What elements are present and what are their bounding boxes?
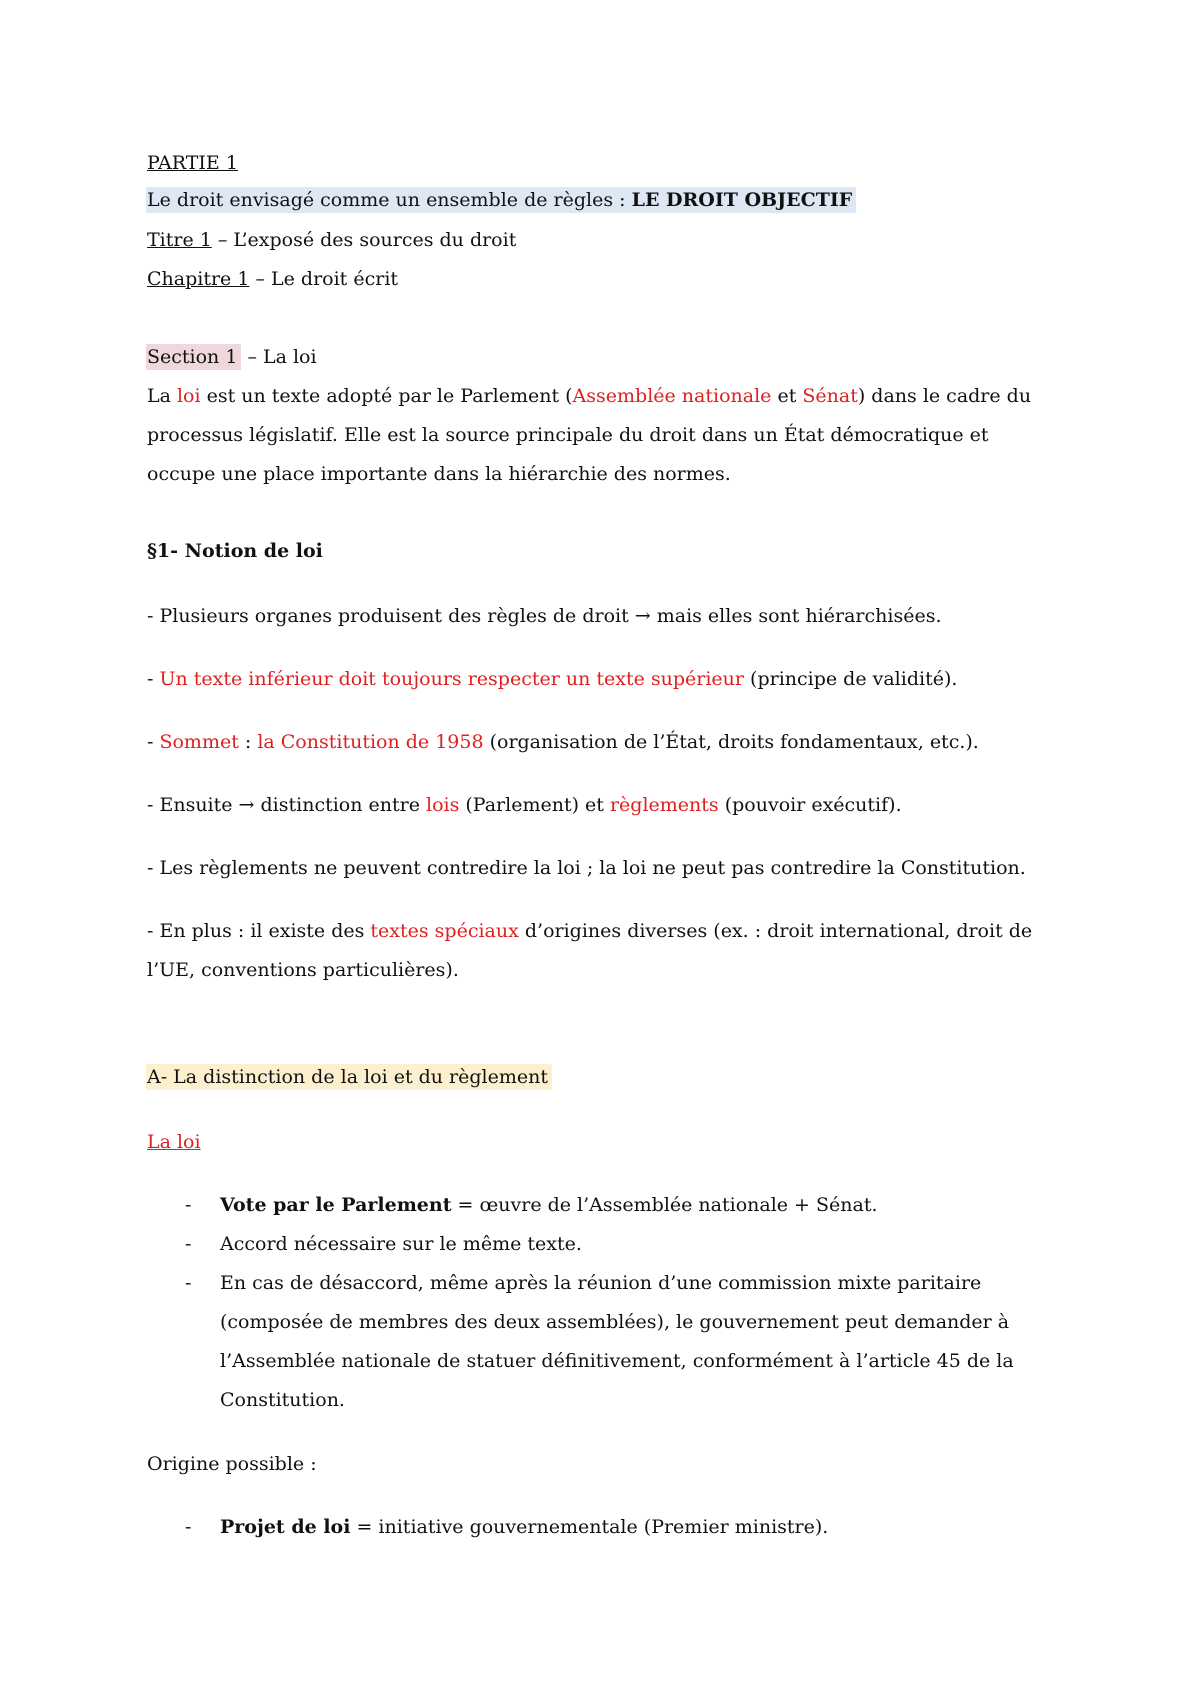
text-run: = initiative gouvernementale (Premier ministre). — [350, 1516, 829, 1538]
text-run: : — [238, 731, 258, 753]
text-run: - Ensuite → distinction entre — [147, 794, 426, 816]
red-term-lois: lois — [426, 794, 460, 816]
bullet-4 — [220, 1514, 828, 1540]
text-run: (principe de validité). — [744, 668, 958, 690]
text-run: est un texte adopté par le Parlement ( — [200, 385, 573, 407]
partie-heading: PARTIE 1 — [147, 152, 238, 174]
red-term-constitution: la Constitution de 1958 — [257, 731, 484, 753]
notion-line-2 — [147, 666, 957, 692]
chapitre-label: Chapitre 1 — [147, 268, 250, 290]
notion-line-4 — [147, 792, 902, 818]
section-line — [147, 344, 317, 370]
section-paragraph-line-2: processus législatif. Elle est la source principale du droit dans un État démocratique et — [147, 424, 989, 446]
text-run: = œuvre de l’Assemblée nationale + Sénat. — [451, 1194, 878, 1216]
subtitle-line — [147, 187, 856, 213]
section-label: Section 1 — [146, 344, 241, 370]
bullet-3-line-4: Constitution. — [220, 1389, 345, 1411]
text-run: (organisation de l’État, droits fondamentaux, etc.). — [483, 731, 979, 753]
distinction-heading-text: A- La distinction de la loi et du règlement — [146, 1064, 552, 1090]
red-term-senat: Sénat — [802, 385, 858, 407]
red-term-sommet: Sommet — [159, 731, 239, 753]
text-run: (Parlement) et — [459, 794, 610, 816]
section-text: – La loi — [241, 346, 317, 368]
subtitle-highlight — [146, 187, 856, 213]
bullet-dash: - — [185, 1233, 192, 1255]
red-term-assemblee: Assemblée nationale — [572, 385, 772, 407]
bullet-1 — [220, 1192, 878, 1218]
distinction-heading — [147, 1064, 552, 1090]
bullet-3-line-3: l’Assemblée nationale de statuer définitivement, conformément à l’article 45 de la — [220, 1350, 1014, 1372]
bullet-dash: - — [185, 1194, 192, 1216]
bold-term-projet: Projet de loi — [220, 1516, 351, 1538]
subtitle-text: Le droit envisagé comme un ensemble de règles : — [147, 189, 632, 211]
bullet-dash: - — [185, 1516, 192, 1538]
bullet-3-line-2: (composée de membres des deux assemblées), le gouvernement peut demander à — [220, 1311, 1010, 1333]
subtitle-bold: LE DROIT OBJECTIF — [631, 189, 853, 211]
section-paragraph-line-1 — [147, 383, 1031, 409]
titre-line — [147, 227, 516, 253]
bullet-2: Accord nécessaire sur le même texte. — [220, 1233, 582, 1255]
notion-line-6b: l’UE, conventions particulières). — [147, 959, 459, 981]
text-run: et — [771, 385, 803, 407]
bullet-3-line-1: En cas de désaccord, même après la réunion d’une commission mixte paritaire — [220, 1272, 982, 1294]
bold-term-vote: Vote par le Parlement — [220, 1194, 452, 1216]
notion-line-6 — [147, 918, 1032, 944]
chapitre-line — [147, 266, 398, 292]
red-term-validite: Un texte inférieur doit toujours respecter un texte supérieur — [159, 668, 744, 690]
chapitre-text: – Le droit écrit — [249, 268, 399, 290]
text-run: - En plus : il existe des — [147, 920, 371, 942]
titre-label: Titre 1 — [147, 229, 212, 251]
la-loi-heading: La loi — [147, 1131, 201, 1153]
bullet-dash: - — [185, 1272, 192, 1294]
red-term-loi: loi — [176, 385, 201, 407]
dash: - — [147, 731, 160, 753]
red-term-reglements: règlements — [609, 794, 719, 816]
section-paragraph-line-3: occupe une place importante dans la hiérarchie des normes. — [147, 463, 731, 485]
titre-text: – L’exposé des sources du droit — [211, 229, 517, 251]
red-term-textes-speciaux: textes spéciaux — [370, 920, 519, 942]
notion-line-3 — [147, 729, 979, 755]
notion-line-5: - Les règlements ne peuvent contredire la loi ; la loi ne peut pas contredire la Constitution. — [147, 857, 1026, 879]
text-run: (pouvoir exécutif). — [718, 794, 902, 816]
text-run: ) dans le cadre du — [857, 385, 1032, 407]
notion-heading: §1- Notion de loi — [147, 540, 323, 562]
text-run: d’origines diverses (ex. : droit international, droit de — [518, 920, 1033, 942]
notion-line-1: - Plusieurs organes produisent des règles de droit → mais elles sont hiérarchisées. — [147, 605, 942, 627]
origine-line: Origine possible : — [147, 1453, 317, 1475]
text-run: La — [147, 385, 177, 407]
dash: - — [147, 668, 160, 690]
